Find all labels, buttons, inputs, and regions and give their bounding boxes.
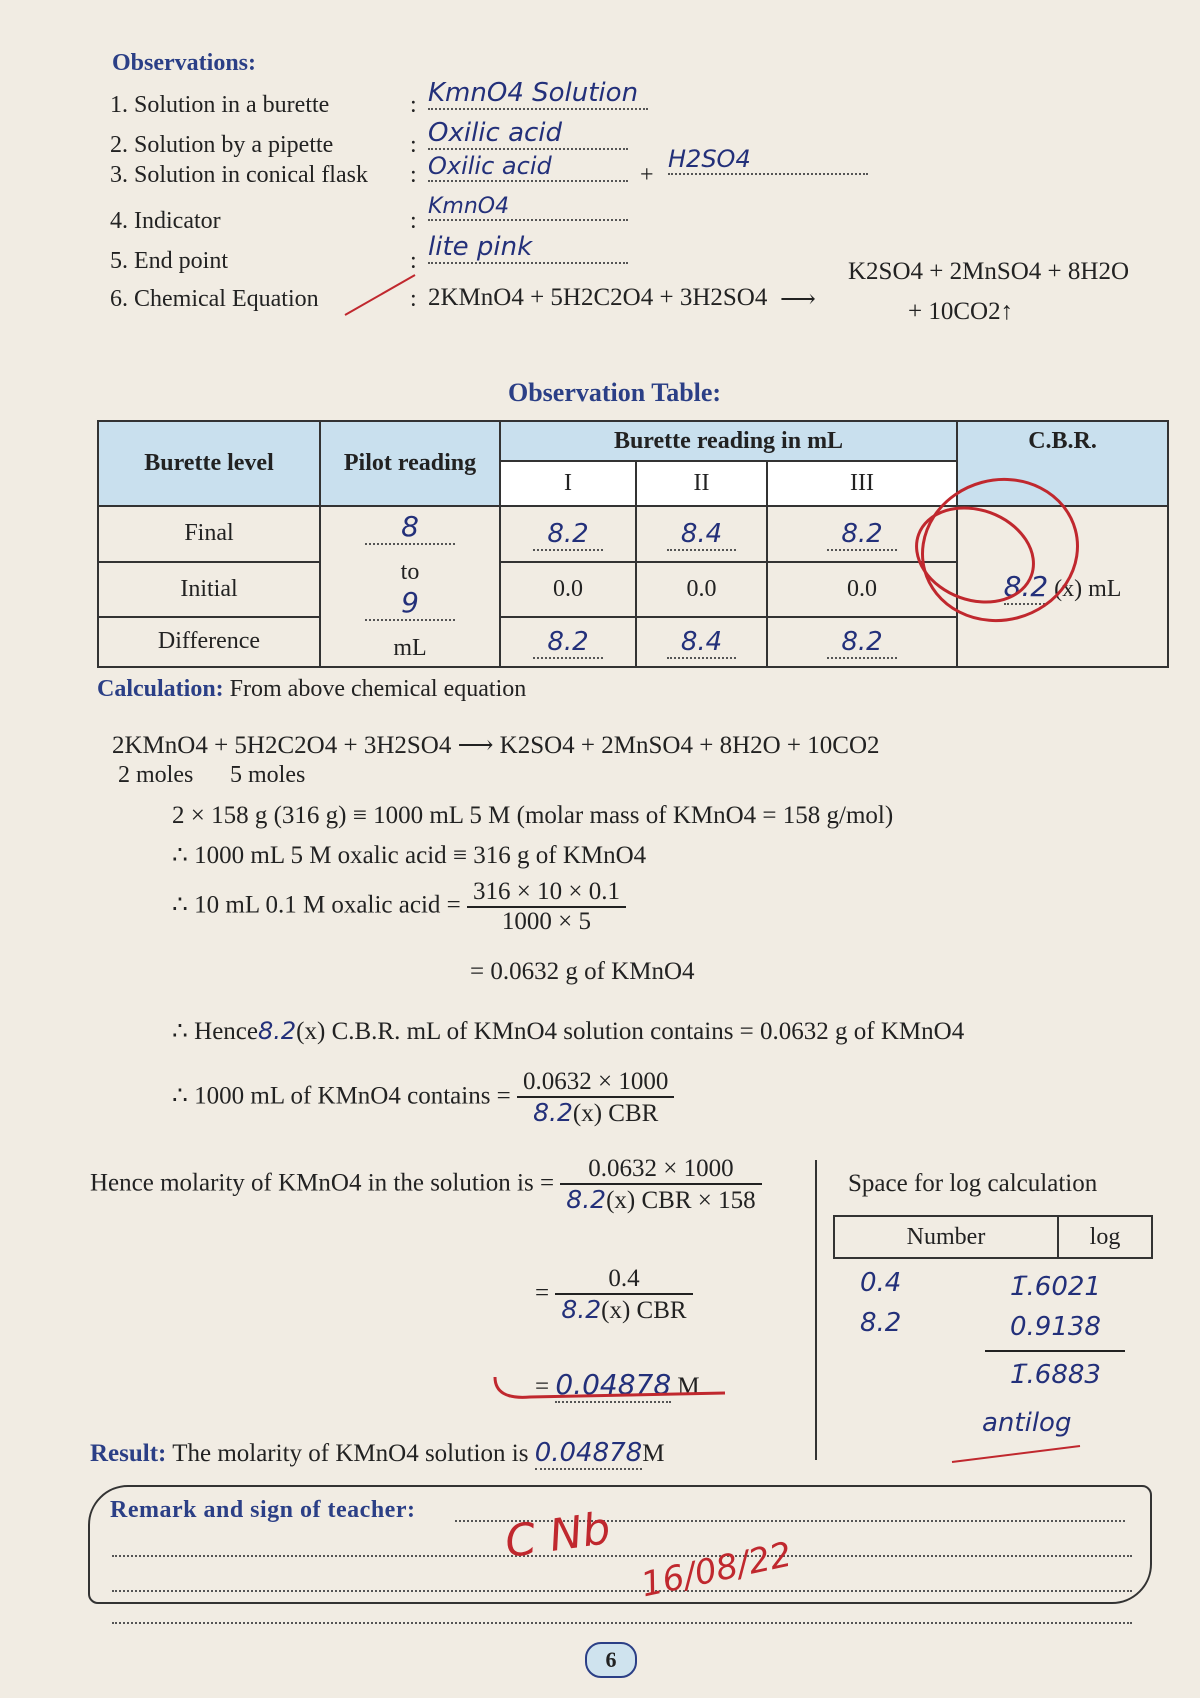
row-label-initial: Initial (98, 562, 320, 616)
fraction-den: 1000 × 5 (501, 908, 592, 935)
initial-reading-3: 0.0 (767, 562, 957, 616)
header-trial-2: II (636, 461, 767, 505)
fraction-den-text: (x) CBR × 158 (606, 1187, 756, 1214)
colon: : (410, 248, 417, 274)
calc-line-1: 2 × 158 g (316 g) ≡ 1000 mL 5 M (molar mass of KMnO4 = 158 g/mol) (172, 802, 894, 829)
row-label-final: Final (98, 506, 320, 562)
obs-label-3: 3. Solution in conical flask (110, 162, 368, 188)
header-pilot-reading: Pilot reading (320, 421, 500, 506)
calc-line-6-label: ∴ 1000 mL of KMnO4 contains = (172, 1082, 511, 1110)
colon: : (410, 92, 417, 118)
chemical-equation-reactants: 2KMnO4 + 5H2C2O4 + 3H2SO4 (428, 284, 768, 311)
moles-5: 5 moles (230, 762, 306, 788)
log-table-header (833, 1215, 1153, 1259)
calc-line-3-label: ∴ 10 mL 0.1 M oxalic acid = (172, 891, 461, 919)
log-sum-line (985, 1350, 1125, 1352)
teacher-signature: C Nb (501, 1502, 614, 1569)
molarity-label: Hence molarity of KMnO4 in the solution is = (90, 1169, 555, 1197)
final-reading-1: 8.2 (533, 519, 602, 551)
log-number-2: 8.2 (860, 1308, 902, 1338)
observations-heading: Observations: (112, 50, 256, 76)
calc-line-5 (172, 1016, 964, 1046)
red-circle-annotation (900, 455, 1100, 635)
red-underline-antilog (950, 1440, 1090, 1470)
header-burette-level: Burette level (98, 421, 320, 506)
final-reading-3: 8.2 (827, 519, 896, 551)
obs-value-flask-acid: H2SO4 (668, 145, 868, 175)
chemical-equation-co2: + 10CO2↑ (908, 298, 1014, 325)
pilot-to: 9 (365, 586, 455, 621)
chemical-equation-products: K2SO4 + 2MnSO4 + 8H2O (848, 258, 1130, 285)
colon: : (410, 132, 417, 158)
pen-stroke-mark (340, 270, 420, 320)
antilog-label: antilog (982, 1408, 1072, 1438)
fraction-den-hand: 8.2 (566, 1185, 607, 1214)
difference-3: 8.2 (827, 627, 896, 659)
result-unit: M (642, 1440, 665, 1467)
calculation-intro: From above chemical equation (229, 676, 527, 702)
calc-line-5-hand: 8.2 (258, 1017, 297, 1045)
answer-line: = 0.04878 M (535, 1368, 700, 1401)
calculation-heading-line (97, 676, 526, 703)
answer-unit: M (677, 1373, 700, 1400)
initial-reading-2: 0.0 (636, 562, 767, 616)
remark-dotline (112, 1590, 1132, 1592)
fraction-num: 316 × 10 × 0.1 (467, 878, 626, 908)
obs-value-flask: Oxilic acid (428, 152, 628, 182)
header-trial-3: III (767, 461, 957, 505)
pilot-reading-cell (320, 506, 500, 667)
colon: : (410, 208, 417, 234)
fraction-molarity (560, 1155, 761, 1215)
log-value-1: 1̄.6021 (1010, 1272, 1101, 1302)
result-value: 0.04878 (534, 1438, 643, 1468)
pilot-unit: mL (393, 635, 427, 662)
header-cbr: C.B.R. (957, 421, 1168, 506)
fraction-den-text: (x) CBR (572, 1100, 659, 1127)
calculation-equation: 2KMnO4 + 5H2C2O4 + 3H2SO4 ⟶ K2SO4 + 2MnSO4 + 8H2O + 10CO2 (112, 732, 880, 759)
fraction-num: 0.4 (555, 1265, 692, 1295)
remark-dotline (112, 1555, 1132, 1557)
log-value-2: 0.9138 (1010, 1312, 1101, 1342)
obs-label-2: 2. Solution by a pipette (110, 132, 334, 158)
log-number-1: 0.4 (860, 1268, 902, 1298)
header-burette-reading: Burette reading in mL (500, 421, 957, 461)
difference-2: 8.4 (667, 627, 736, 659)
result-label: Result: (90, 1440, 167, 1467)
page-number: 6 (585, 1642, 637, 1678)
calc-line-3 (172, 878, 626, 936)
obs-value-indicator: KmnO4 (428, 194, 628, 221)
log-header-log: log (1058, 1216, 1152, 1258)
header-trial-1: I (500, 461, 636, 505)
fraction-den-text: (x) CBR (601, 1297, 687, 1324)
obs-label-4: 4. Indicator (110, 208, 221, 234)
obs-value-endpoint: lite pink (428, 232, 628, 264)
fraction-den (555, 1295, 692, 1325)
colon: : (410, 162, 417, 188)
row-label-difference: Difference (98, 617, 320, 667)
plus-sign: + (640, 162, 654, 188)
fraction-num: 0.0632 × 1000 (560, 1155, 761, 1185)
pilot-from: 8 (365, 510, 455, 545)
initial-reading-1: 0.0 (500, 562, 636, 616)
obs-label-6: 6. Chemical Equation (110, 286, 319, 312)
step2-line: = $\frac{0.4}{\text{8.2(x) CBR}}$ (535, 1265, 693, 1325)
calc-line-5-pre: ∴ Hence (172, 1018, 258, 1045)
colon: : (410, 286, 417, 312)
reaction-arrow: ⟶ (780, 286, 816, 313)
remark-label: Remark and sign of teacher: (110, 1497, 416, 1523)
calc-line-4: = 0.0632 g of KMnO4 (470, 958, 695, 985)
final-reading-2: 8.4 (667, 519, 736, 551)
obs-value-burette: KmnO4 Solution (428, 78, 648, 110)
fraction-oxalic (467, 878, 626, 936)
moles-2: 2 moles (118, 762, 194, 788)
molarity-line (90, 1155, 762, 1215)
cbr-value: 8.2 (1003, 569, 1049, 603)
calc-line-5-post: (x) C.B.R. mL of KMnO4 solution contains = 0.0632 g of KMnO4 (296, 1018, 965, 1045)
log-header-number: Number (834, 1216, 1058, 1258)
signature-date: 16/08/22 (637, 1534, 796, 1606)
obs-label-1: 1. Solution in a burette (110, 92, 330, 118)
calc-line-6 (172, 1068, 674, 1128)
answer-hand: 0.04878 (555, 1368, 672, 1401)
obs-label-5: 5. End point (110, 248, 228, 274)
vertical-divider (815, 1160, 817, 1460)
remark-dotline (112, 1622, 1132, 1624)
fraction-step2 (555, 1265, 692, 1325)
fraction-num: 0.0632 × 1000 (517, 1068, 674, 1098)
difference-1: 8.2 (533, 627, 602, 659)
observation-table-title: Observation Table: (508, 378, 722, 407)
cbr-unit: (x) mL (1054, 575, 1122, 602)
fraction-den-hand: 8.2 (533, 1098, 573, 1127)
pilot-to-word: to (400, 559, 420, 586)
fraction-den (517, 1098, 674, 1128)
fraction-1000ml (517, 1068, 674, 1128)
calc-line-2: ∴ 1000 mL 5 M oxalic acid ≡ 316 g of KMnO4 (172, 842, 647, 869)
result-line (90, 1438, 664, 1468)
log-space-title: Space for log calculation (848, 1170, 1098, 1197)
fraction-den (560, 1185, 761, 1215)
log-total: 1̄.6883 (1010, 1360, 1101, 1390)
red-underline-answer (490, 1365, 730, 1405)
result-text: The molarity of KMnO4 solution is (172, 1440, 529, 1467)
fraction-den-hand: 8.2 (561, 1295, 602, 1324)
obs-value-pipette: Oxilic acid (428, 118, 628, 150)
calculation-heading: Calculation: (97, 676, 224, 702)
